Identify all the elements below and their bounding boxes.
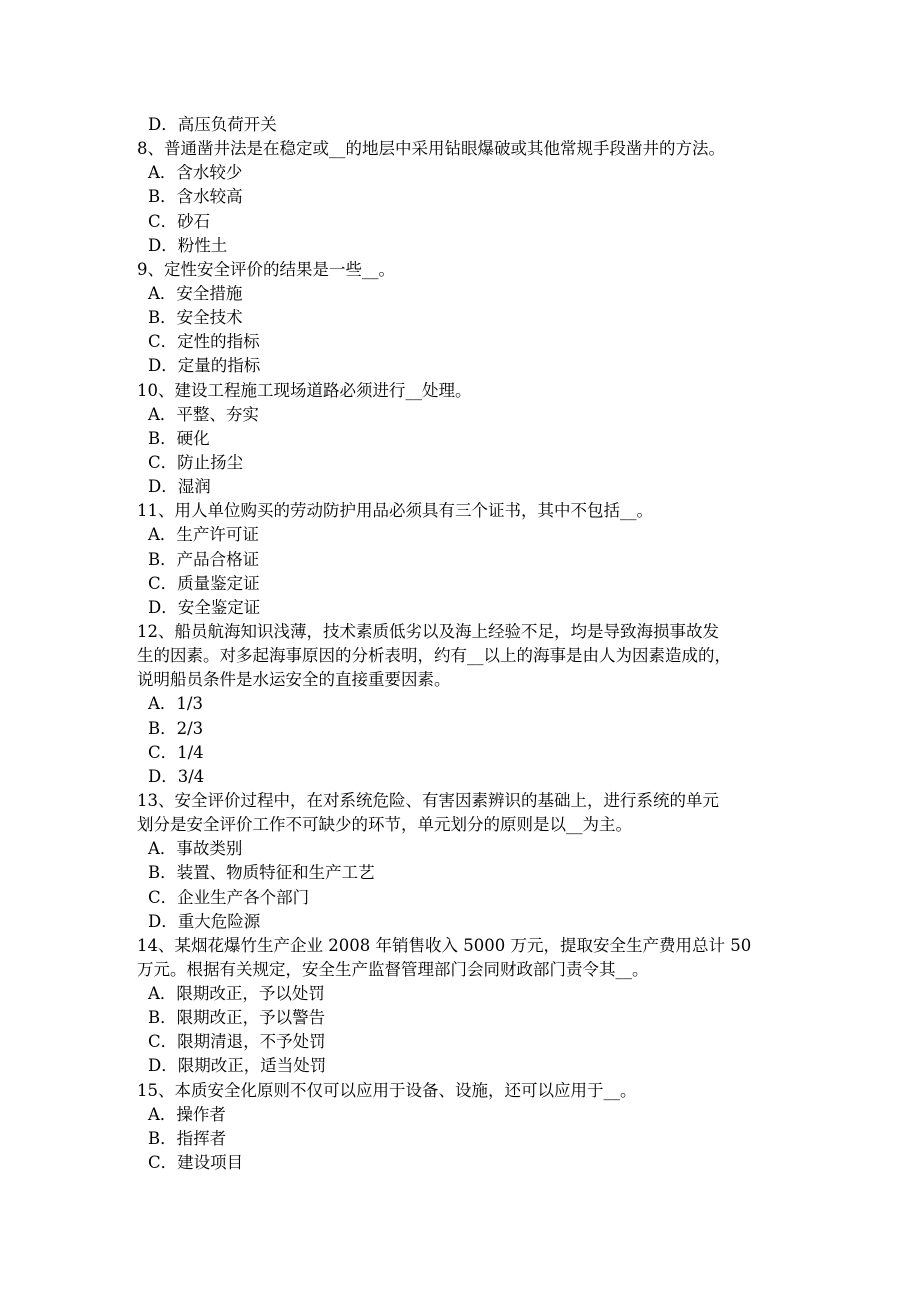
answer-option: A．生产许可证 bbox=[148, 525, 259, 545]
answer-option: B．2/3 bbox=[148, 718, 204, 738]
answer-option: B．含水较高 bbox=[148, 187, 243, 207]
answer-option: C．质量鉴定证 bbox=[148, 573, 260, 593]
question-text-line: 8、普通凿井法是在稳定或__的地层中采用钻眼爆破或其他常规手段凿井的方法。 bbox=[137, 139, 725, 159]
answer-option: D．重大危险源 bbox=[148, 911, 261, 931]
answer-option: C．防止扬尘 bbox=[148, 452, 244, 472]
answer-option: C．定性的指标 bbox=[148, 332, 260, 352]
question-text-line: 15、本质安全化原则不仅可以应用于设备、设施，还可以应用于__。 bbox=[137, 1080, 637, 1100]
answer-option: D．湿润 bbox=[148, 477, 211, 497]
answer-option: B．硬化 bbox=[148, 428, 210, 448]
answer-option: D．安全鉴定证 bbox=[148, 597, 261, 617]
question-text-line: 12、船员航海知识浅薄，技术素质低劣以及海上经验不足，均是导致海损事故发 bbox=[137, 621, 719, 641]
answer-option: A．含水较少 bbox=[148, 163, 243, 183]
answer-option: D．定量的指标 bbox=[148, 356, 261, 376]
answer-option: D．限期改正，适当处罚 bbox=[148, 1056, 327, 1076]
question-text-line: 生的因素。对多起海事原因的分析表明，约有__以上的海事是由人为因素造成的， bbox=[137, 646, 731, 666]
answer-option: B．限期改正，予以警告 bbox=[148, 1008, 326, 1028]
answer-option: B．指挥者 bbox=[148, 1128, 227, 1148]
answer-option: A．平整、夯实 bbox=[148, 404, 259, 424]
answer-option: C．企业生产各个部门 bbox=[148, 887, 310, 907]
question-text-line: 万元。根据有关规定，安全生产监督管理部门会同财政部门责令其__。 bbox=[137, 959, 649, 979]
answer-option: D．高压负荷开关 bbox=[148, 115, 277, 134]
answer-option: A．操作者 bbox=[148, 1104, 226, 1124]
question-text-line: 9、定性安全评价的结果是一些__。 bbox=[137, 259, 395, 279]
exam-question-list bbox=[137, 113, 797, 1175]
answer-option: C．砂石 bbox=[148, 211, 211, 231]
question-text-line: 说明船员条件是水运安全的直接重要因素。 bbox=[137, 670, 451, 690]
answer-option: A．事故类别 bbox=[148, 839, 243, 859]
question-text-line: 13、安全评价过程中，在对系统危险、有害因素辨识的基础上，进行系统的单元 bbox=[137, 790, 719, 810]
answer-option: A．1/3 bbox=[148, 694, 203, 714]
question-text-line: 14、某烟花爆竹生产企业 2008 年销售收入 5000 万元，提取安全生产费用总计 50 bbox=[137, 935, 752, 955]
answer-option: C．限期清退，不予处罚 bbox=[148, 1032, 326, 1052]
answer-option: B．安全技术 bbox=[148, 308, 243, 328]
question-text-line: 划分是安全评价工作不可缺少的环节，单元划分的原则是以__为主。 bbox=[137, 815, 632, 835]
question-text-line: 11、用人单位购买的劳动防护用品必须具有三个证书，其中不包括__。 bbox=[137, 501, 653, 521]
answer-option: A．限期改正，予以处罚 bbox=[148, 984, 325, 1004]
answer-option: D．粉性土 bbox=[148, 235, 228, 255]
answer-option: D．3/4 bbox=[148, 766, 205, 786]
question-text-line: 10、建设工程施工现场道路必须进行__处理。 bbox=[137, 380, 472, 400]
answer-option: C．建设项目 bbox=[148, 1153, 244, 1173]
answer-option: C．1/4 bbox=[148, 742, 204, 762]
answer-option: A．安全措施 bbox=[148, 283, 243, 303]
answer-option: B．装置、物质特征和生产工艺 bbox=[148, 863, 375, 883]
answer-option: B．产品合格证 bbox=[148, 549, 260, 569]
